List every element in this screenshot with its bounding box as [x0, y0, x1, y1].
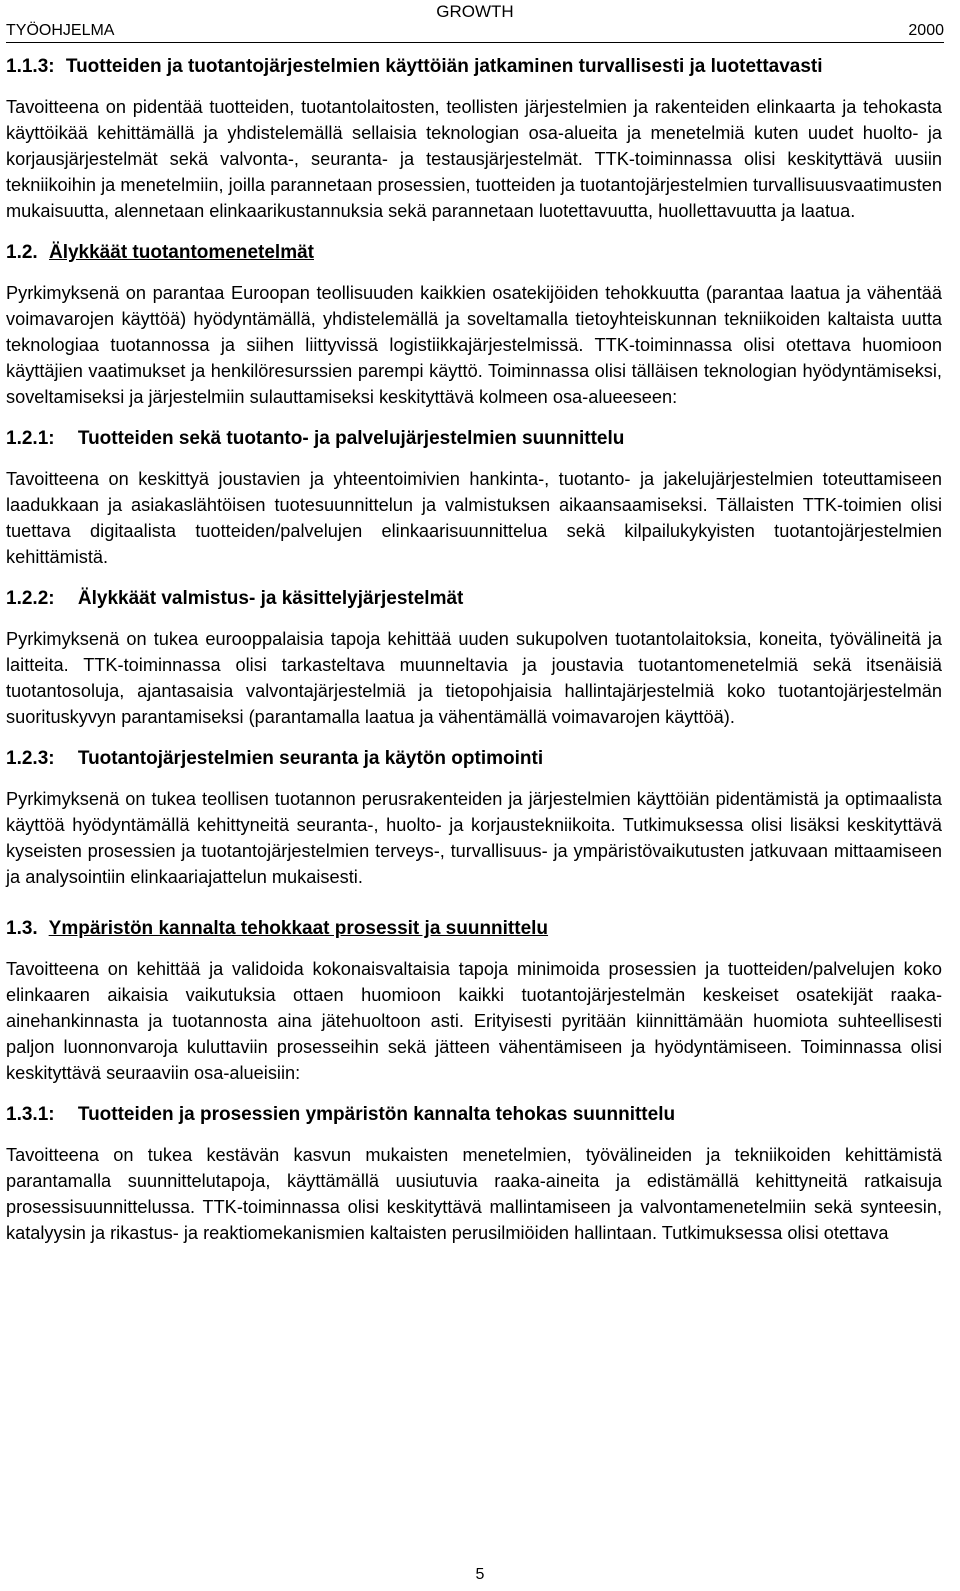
header-right: 2000: [908, 22, 944, 39]
heading-number: 1.2.2:: [6, 588, 55, 609]
heading-number: 1.3.: [6, 918, 38, 939]
heading-1-2-1: [6, 426, 942, 452]
heading-title: Älykkäät valmistus- ja käsittelyjärjestelmät: [77, 588, 464, 609]
heading-title: Tuotteiden ja prosessien ympäristön kannalta tehokas suunnittelu: [77, 1104, 676, 1125]
paragraph-1-2: Pyrkimyksenä on parantaa Euroopan teollisuuden kaikkien osatekijöiden tehokkuutta (parantaa laatua ja vähentää voimavarojen käyttöä) hyödyntämällä, yhdistelemällä ja soveltamalla tietoyhteiskunnan tekniikoiden kaltaista uutta teknologiaa tuotannossa ja siihen liittyvissä logistiikkajärjestelmissä. TTK-toiminnassa olisi otettava huomioon käyttäjien vaatimukset ja henkilöresurssien parempi käyttö. Toiminnassa olisi tälläisen teknologian hyödyntämiseksi, soveltamiseksi ja järjestelmiin sulauttamiseksi keskityttävä kolmeen osa-alueeseen:: [6, 283, 942, 407]
paragraph-1-1-3: Tavoitteena on pidentää tuotteiden, tuotantolaitosten, teollisten järjestelmien ja rakenteiden elinkaarta ja tehokasta käyttöikää kehittämällä ja yhdistelemällä sellaisia teknologian osa-alueita ja menetelmiä kuten uudet huolto- ja korjausjärjestelmät sekä valvonta-, seuranta- ja testausjärjestelmät. TTK-toiminnassa olisi keskityttävä uusiin tekniikoihin ja menetelmiin, joilla parannetaan prosessien, tuotteiden ja tuotantojärjestelmien turvallisuusvaatimusten mukaisuutta, alennetaan elinkaarikustannuksia sekä parannetaan luotettavuutta, huollettavuutta ja laatua.: [6, 97, 942, 221]
header-center: GROWTH: [436, 2, 514, 21]
heading-title: Tuotteiden sekä tuotanto- ja palvelujärjestelmien suunnittelu: [77, 428, 625, 449]
heading-number: 1.2.3:: [6, 748, 55, 769]
heading-number: 1.1.3:: [6, 56, 55, 77]
heading-number: 1.3.1:: [6, 1104, 55, 1125]
heading-1-2-3: [6, 746, 942, 772]
heading-title: Tuotteiden ja tuotantojärjestelmien käyttöiän jatkaminen turvallisesti ja luotettavasti: [65, 56, 823, 77]
page-header: [6, 0, 944, 43]
heading-1-2: [6, 240, 942, 266]
heading-1-3: [6, 916, 942, 942]
heading-1-3-1: [6, 1102, 942, 1128]
paragraph-1-3: Tavoitteena on kehittää ja validoida kokonaisvaltaisia tapoja minimoida prosessien ja tuotteiden/palvelujen koko elinkaaren aikaisia vaikutuksia ottaen huomioon kaikki tuotantojärjestelmän keskeiset osatekijät raaka-ainehankinnasta ja tuotannosta aina jätehuoltoon asti. Erityisesti pyritään kiinnittämään huomiota suhteellisesti paljon luonnonvaroja kuluttaviin prosesseihin sekä jätteen vähentämiseen ja hyödyntämiseen. Toiminnassa olisi keskityttävä seuraaviin osa-alueisiin:: [6, 959, 942, 1083]
heading-title: Tuotantojärjestelmien seuranta ja käytön optimointi: [77, 748, 544, 769]
paragraph-1-2-2: Pyrkimyksenä on tukea eurooppalaisia tapoja kehittää uuden sukupolven tuotantolaitoksia, koneita, työvälineitä ja laitteita. TTK-toiminnassa olisi tarkasteltava muunneltavia ja joustavia tuotantomenetelmiä sekä itsenäisiä tuotantosoluja, ajantasaisia valvontajärjestelmiä ja tietopohjaisia hallintajärjestelmiä koko tuotantojärjestelmän suorituskyvyn parantamiseksi (parantamalla laatua ja vähentämällä voimavarojen käyttöä).: [6, 629, 942, 727]
heading-number: 1.2.: [6, 242, 38, 263]
paragraph-1-3-1: Tavoitteena on tukea kestävän kasvun mukaisten menetelmien, työvälineiden ja tekniikoiden kehittämistä parantamalla suunnittelutapoja, käyttämällä uusiutuvia raaka-aineita ja edistämällä kehittyneitä ratkaisuja prosessisuunnittelussa. TTK-toiminnassa olisi keskityttävä mallintamiseen ja valvontamenetelmiin sekä synteesin, katalyysin ja rikastus- ja reaktiomekanismien kaltaisten perusilmiöiden hallintaan. Tutkimuksessa olisi otettava: [6, 1145, 942, 1243]
heading-1-1-3: [6, 54, 942, 80]
heading-title: Ympäristön kannalta tehokkaat prosessit ja suunnittelu: [48, 918, 549, 939]
heading-1-2-2: [6, 586, 942, 612]
paragraph-1-2-3: Pyrkimyksenä on tukea teollisen tuotannon perusrakenteiden ja järjestelmien käyttöiän pidentämistä ja optimaalista käyttöä hyödyntämällä kehittyneitä seuranta-, huolto- ja korjaustekniikoita. Tutkimuksessa olisi lisäksi keskityttävä kyseisten prosessien ja tuotantojärjestelmien terveys-, turvallisuus- ja ympäristövaikutusten jatkuvaan mittaamiseen ja analysointiin elinkaariajattelun mukaisesti.: [6, 789, 942, 887]
heading-title: Älykkäät tuotantomenetelmät: [48, 242, 314, 263]
header-left: TYÖOHJELMA: [6, 22, 115, 39]
heading-number: 1.2.1:: [6, 428, 55, 449]
document-body: [6, 54, 942, 1246]
page-number: 5: [475, 1566, 485, 1583]
paragraph-1-2-1: Tavoitteena on keskittyä joustavien ja yhteentoimivien hankinta-, tuotanto- ja jakelujärjestelmien toteuttamiseen laadukkaan ja asiakaslähtöisen tuotesuunnittelun ja valmistuksen aikaansaamiseksi. Tällaisten TTK-toimien olisi tuettava digitaalista tuotteiden/palvelujen elinkaarisuunnittelua sekä kilpailukykyisten tuotantojärjestelmien kehittämistä.: [6, 469, 942, 567]
